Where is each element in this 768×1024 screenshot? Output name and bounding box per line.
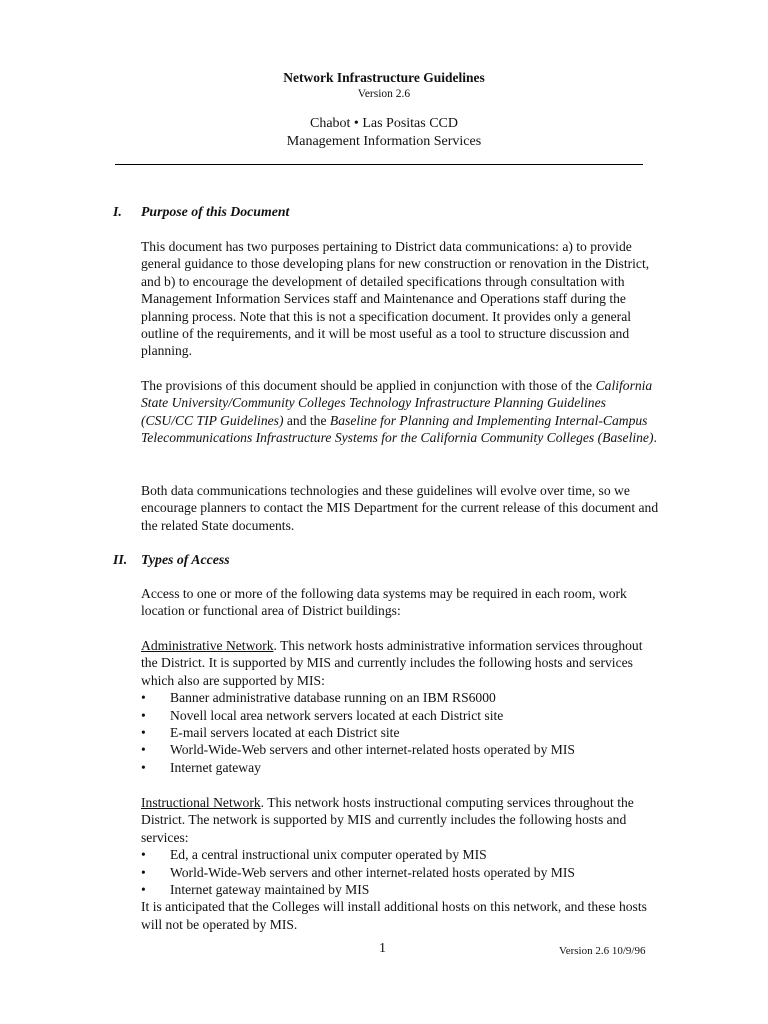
bullet-icon: • xyxy=(141,882,146,898)
list-item: • Banner administrative database running on an IBM RS6000 xyxy=(141,690,496,706)
bullet-icon: • xyxy=(141,725,146,741)
instructional-network-list xyxy=(141,846,661,898)
instructional-network-block: Instructional Network. This network hosts instructional computing services throughout the District. The network is supported by MIS and currently includes the following hosts and services: • Ed, a central instructional unix computer operated by MIS • World-Wide-Web servers and other internet-related hosts operated by MIS • Internet gateway maintained by MIS It is anticipated that the Colleges will install additional hosts on this network, and these hosts will not be operated by MIS. xyxy=(141,794,661,933)
section-heading-access xyxy=(113,552,230,568)
bullet-icon: • xyxy=(141,690,146,706)
footer-version: Version 2.6 10/9/96 xyxy=(559,945,646,957)
access-intro-paragraph: Access to one or more of the following data systems may be required in each room, work location or functional area of District buildings: xyxy=(141,586,627,619)
organization-name: Chabot • Las Positas CCD xyxy=(309,116,459,131)
list-item: • Internet gateway xyxy=(141,759,261,775)
list-item: • World-Wide-Web servers and other internet-related hosts operated by MIS xyxy=(141,864,575,880)
section-heading-purpose xyxy=(113,204,289,220)
document-version: Version 2.6 xyxy=(357,88,411,100)
instructional-network-label: Instructional Network xyxy=(141,795,261,810)
list-item: • Ed, a central instructional unix computer operated by MIS xyxy=(141,847,487,863)
page-number: 1 xyxy=(379,941,386,956)
section-number: II. xyxy=(113,552,128,567)
section-title: Types of Access xyxy=(141,552,230,567)
department-name: Management Information Services xyxy=(286,134,482,149)
list-item: • Internet gateway maintained by MIS xyxy=(141,882,370,898)
section-title: Purpose of this Document xyxy=(141,204,290,219)
section-number: I. xyxy=(113,204,122,219)
bullet-icon: • xyxy=(141,707,146,723)
document-title: Network Infrastructure Guidelines xyxy=(283,70,485,85)
csu-cc-tip-guidelines-title: California State University/Community Colleges Technology Infrastructure Planning Guidelines (CSU/CC TIP Guidelines) xyxy=(141,378,653,428)
purpose-paragraph-1: This document has two purposes pertaining to District data communications: a) to provide general guidance to those developing plans for new construction or renovation in the District, and b) to encourage the development of detailed specifications through consultation with Management Information Services staff and Maintenance and Operations staff during the planning process. Note that this is not a specification document. It provides only a general outline of the requirements, and it will be most useful as a tool to structure discussion and planning. xyxy=(141,239,650,359)
administrative-network-block: Administrative Network. This network hosts administrative information services throughout the District. It is supported by MIS and currently includes the following hosts and services which also are supported by MIS: • Banner administrative database running on an IBM RS6000 • Novell local area network servers located at each District site • E-mail servers located at each District site • World-Wide-Web servers and other internet-related hosts operated by MIS • Internet gateway xyxy=(141,637,661,776)
purpose-paragraph-3: Both data communications technologies and these guidelines will evolve over time, so we encourage planners to contact the MIS Department for the current release of this document and the related State documents. xyxy=(141,483,659,533)
purpose-paragraph-2: The provisions of this document should be applied in conjunction with those of the California State University/Community Colleges Technology Infrastructure Planning Guidelines (CSU/CC TIP Guidelines) and the Baseline for Planning and Implementing Internal-Campus Telecommunications Infrastructure Systems for the California Community Colleges (Baseline). xyxy=(141,378,657,446)
bullet-icon: • xyxy=(141,742,146,758)
list-item: • World-Wide-Web servers and other internet-related hosts operated by MIS xyxy=(141,742,575,758)
list-item: • Novell local area network servers located at each District site xyxy=(141,707,504,723)
bullet-icon: • xyxy=(141,759,146,775)
list-item: • E-mail servers located at each District site xyxy=(141,725,400,741)
header-divider xyxy=(115,164,643,165)
instructional-network-note: It is anticipated that the Colleges will install additional hosts on this network, and these hosts will not be operated by MIS. xyxy=(141,899,647,932)
administrative-network-label: Administrative Network xyxy=(141,638,274,653)
baseline-title: Baseline for Planning and Implementing Internal-Campus Telecommunications Infrastructure Systems for the California Community Colleges (Baseline) xyxy=(141,412,654,446)
administrative-network-list xyxy=(141,689,661,776)
bullet-icon: • xyxy=(141,864,146,880)
bullet-icon: • xyxy=(141,847,146,863)
